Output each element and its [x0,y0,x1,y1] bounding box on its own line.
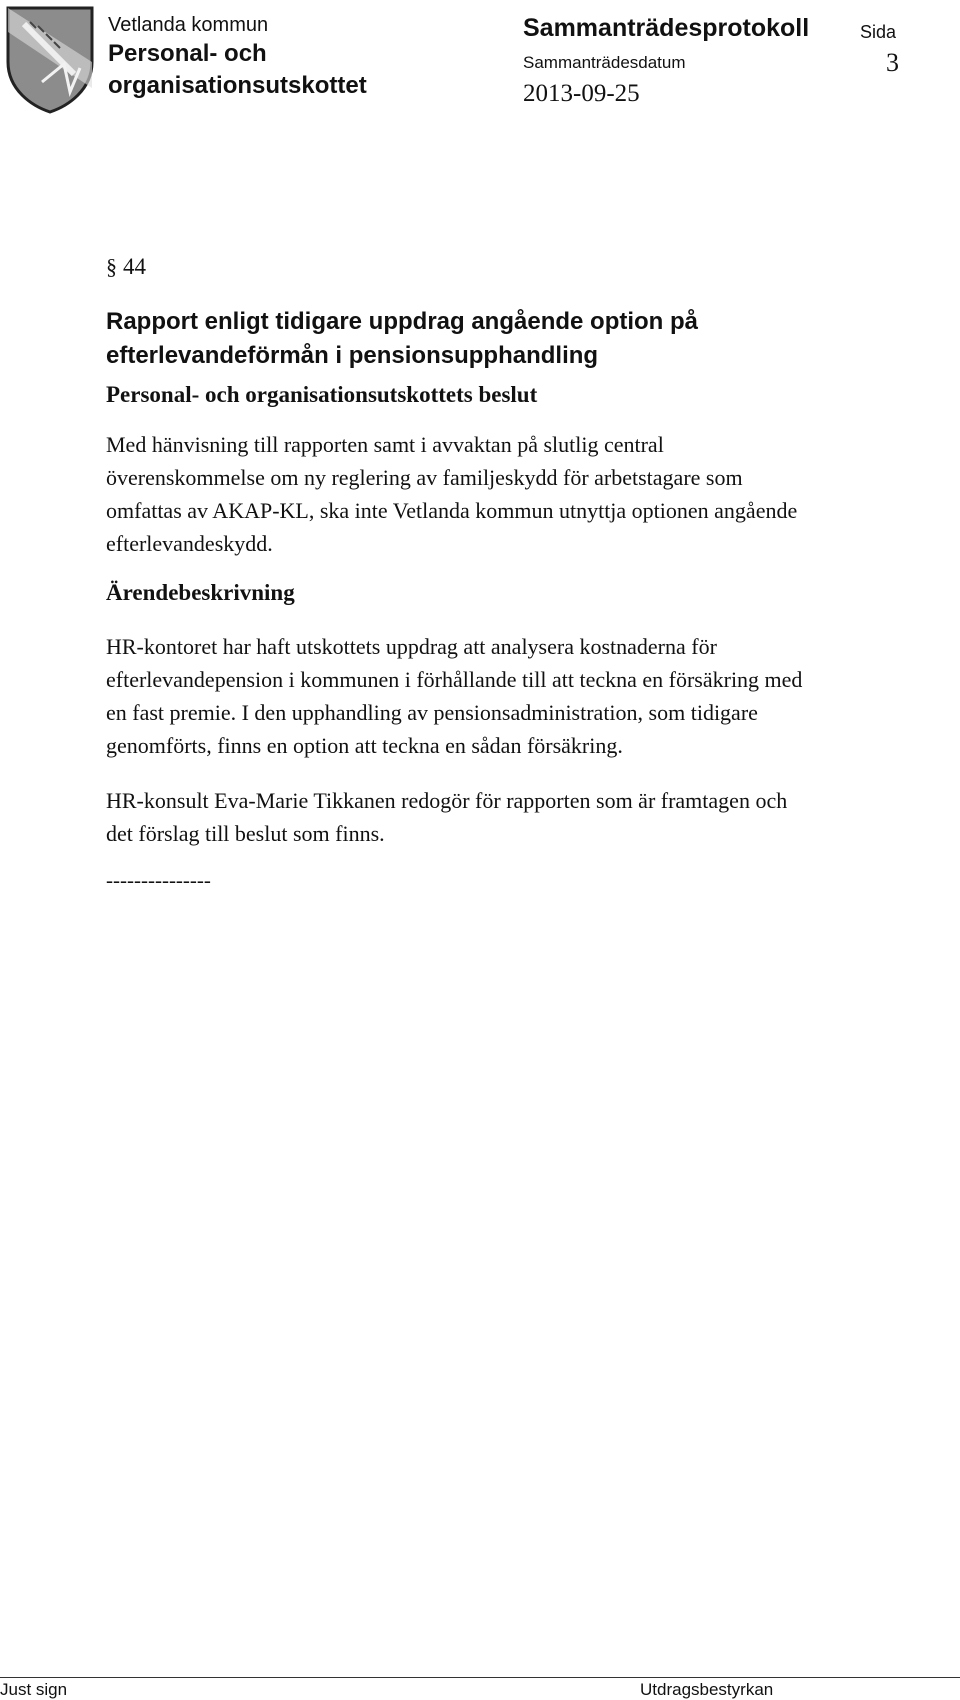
committee-name-line2: organisationsutskottet [108,72,367,99]
text-line: det förslag till beslut som finns. [106,821,385,846]
text-line: överenskommelse om ny reglering av familjeskydd för arbetstagare som [106,465,743,490]
footer-divider [0,1677,960,1678]
section-number-value: 44 [123,254,146,279]
text-line: efterlevandeskydd. [106,531,273,556]
text-line: HR-kontoret har haft utskottets uppdrag att analysera kostnaderna för [106,634,717,659]
page-number: 3 [886,48,899,77]
text-line: omfattas av AKAP-KL, ska inte Vetlanda kommun utnyttja optionen angående [106,498,798,523]
section-sign: § [106,254,117,279]
footer-extract-label: Utdragsbestyrkan [640,1680,774,1699]
end-marker: --------------- [106,868,211,892]
coat-of-arms-icon [4,4,96,116]
description-paragraph [106,784,956,850]
text-line: genomförts, finns en option att teckna en sådan försäkring. [106,733,623,758]
text-line: HR-konsult Eva-Marie Tikkanen redogör för rapporten som är framtagen och [106,788,788,813]
decision-text [106,428,956,560]
org-name: Vetlanda kommun [108,14,269,36]
description-paragraph [106,630,956,762]
meeting-date: 2013-09-25 [523,80,640,107]
text-line: en fast premie. I den upphandling av pensionsadministration, som tidigare [106,700,758,725]
decision-heading: Personal- och organisationsutskottets beslut [106,382,538,407]
text-line: efterlevandepension i kommunen i förhållande till att teckna en försäkring med [106,667,803,692]
committee-name-line1: Personal- och [108,40,267,67]
description-heading: Ärendebeskrivning [106,580,295,605]
item-title-line: efterlevandeförmån i pensionsupphandling [106,342,599,369]
footer-sign-label: Just sign [0,1680,68,1699]
item-title-line: Rapport enligt tidigare uppdrag angående option på [106,308,699,335]
meeting-date-label: Sammanträdesdatum [523,53,686,72]
item-title [106,305,926,373]
text-line: Med hänvisning till rapporten samt i avvaktan på slutlig central [106,432,664,457]
section-number [106,254,146,280]
document-type: Sammanträdesprotokoll [523,14,810,42]
page-label: Sida [860,22,897,42]
